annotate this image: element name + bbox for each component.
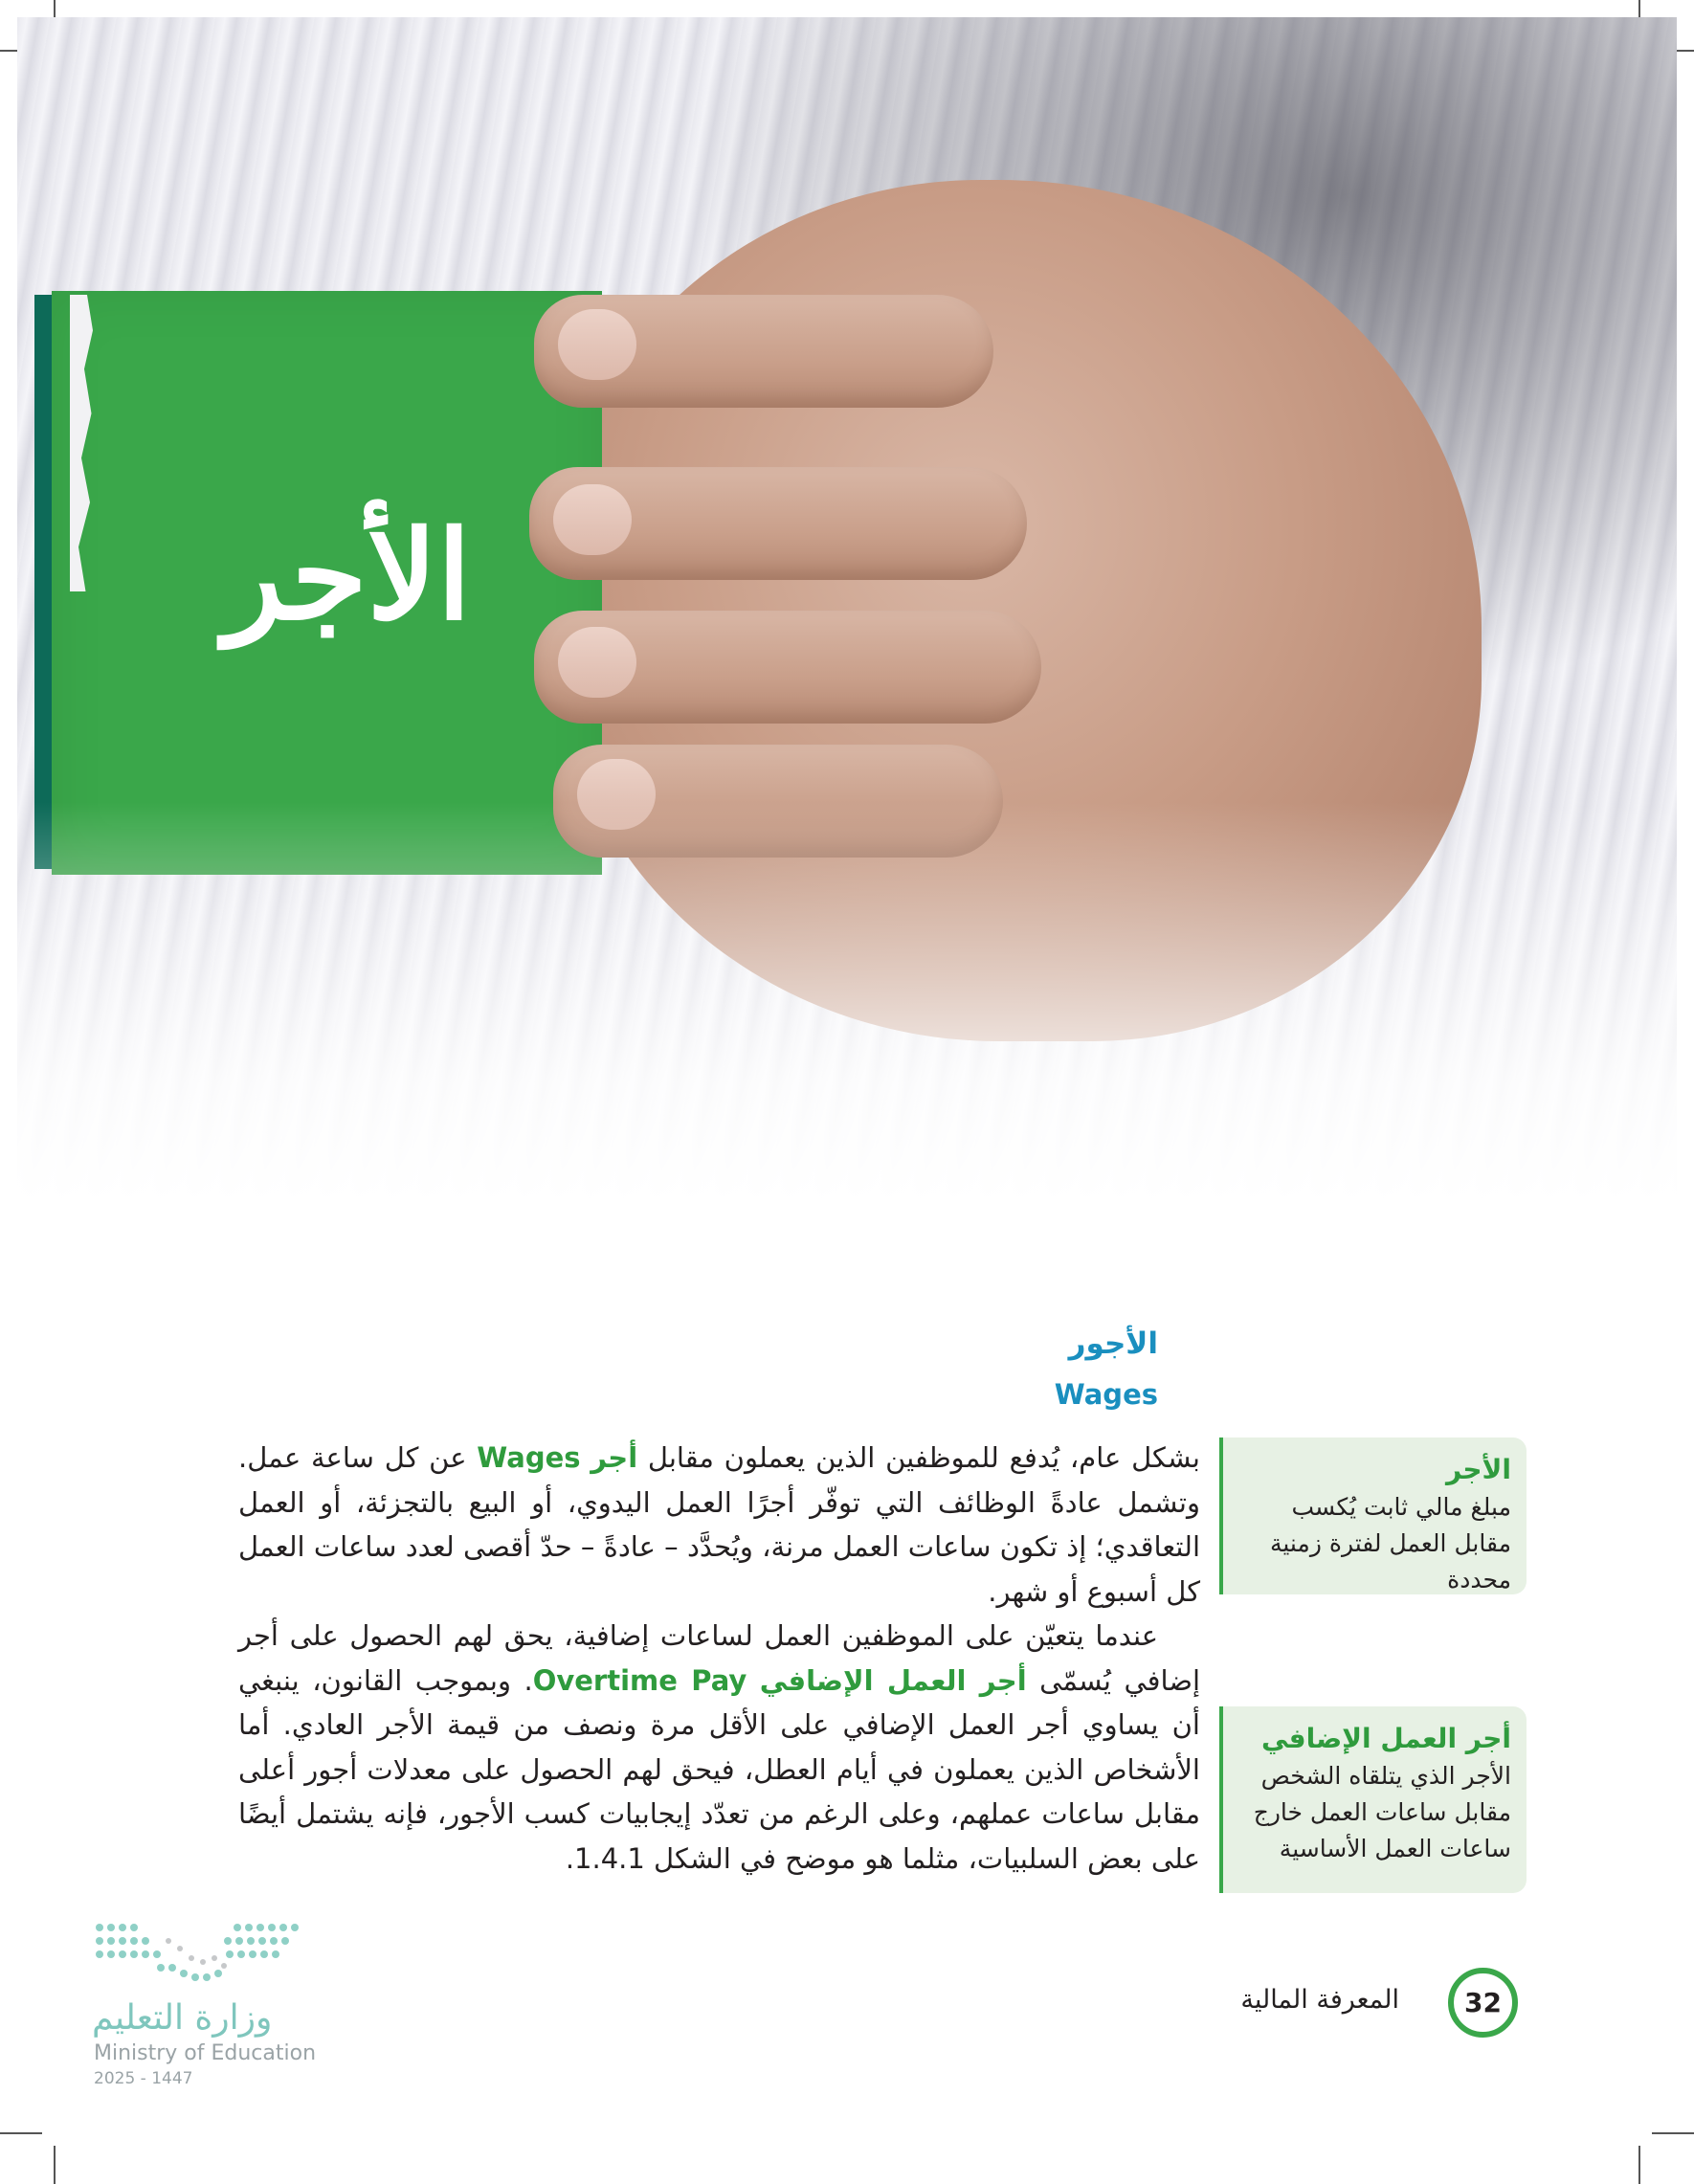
definition-title: أجر العمل الإضافي [1260,1723,1511,1754]
definition-text: مبلغ مالي ثابت يُكسب مقابل العمل لفترة زمنية محددة [1269,1493,1511,1593]
hero-title: الأجر [223,504,472,648]
section-title-english: Wages [1054,1378,1158,1411]
crop-mark [1638,2146,1640,2184]
crop-mark [54,2146,56,2184]
paragraph [238,1614,1200,1881]
body-text [238,1436,1200,1881]
ministry-name-arabic: وزارة التعليم [92,1998,273,2038]
hero-fade [17,802,1677,1204]
key-term-arabic: أجر العمل الإضافي [759,1663,1027,1697]
key-term-english: Overtime Pay [532,1663,747,1697]
fingernail [558,627,636,698]
ministry-year: 2025 - 1447 [94,2069,193,2088]
key-term-arabic: أجر [591,1441,638,1474]
paragraph-text: عندما يتعيّن على الموظفين العمل لساعات إضافية، يحق لهم الحصول على أجر إضافي يُسمّى [238,1619,1201,1697]
hero-photo [17,17,1677,1204]
paragraph-text: . وبموجب القانون، ينبغي أن يساوي أجر العمل الإضافي على الأقل مرة ونصف من قيمة الأجر العادي. أما الأشخاص الذين يعملون في أيام العطل، فيحق لهم الحصول على معدلات أجور أعلى مقابل ساعات عملهم، وعلى الرغم من تعدّد إيجابيات كسب الأجور، فإنه يشتمل أيضًا على بعض السلبيات، مثلما هو موضح في الشكل 1.4.1. [238,1663,1200,1875]
ministry-logo-icon [94,1920,300,1993]
fingernail [553,484,632,555]
definition-title: الأجر [1445,1454,1511,1485]
paragraph-text: عن كل ساعة عمل. وتشمل عادةً الوظائف التي توفّر أجرًا العمل اليدوي، أو البيع بالتجزئة، أو العمل التعاقدي؛ إذ تكون ساعات العمل مرنة، ويُحدَّد – عادةً – حدّ أقصى لعدد ساعات العمل كل أسبوع أو شهر. [238,1441,1200,1608]
ministry-name-english: Ministry of Education [94,2041,317,2065]
crop-mark [1652,2132,1694,2134]
paragraph-text: بشكل عام، يُدفع للموظفين الذين يعملون مقابل [637,1441,1200,1474]
definition-box [1219,1437,1527,1594]
definition-box [1219,1706,1527,1893]
section-title-arabic: الأجور [1068,1326,1158,1361]
page-number: 32 [1448,1968,1518,2038]
paragraph [238,1436,1200,1614]
definition-text: الأجر الذي يتلقاه الشخص مقابل ساعات العمل خارج ساعات العمل الأساسية [1253,1762,1511,1862]
key-term-english: Wages [477,1441,581,1474]
crop-mark [0,2132,42,2134]
book-title: المعرفة المالية [1240,1985,1399,2015]
fingernail [558,309,636,380]
